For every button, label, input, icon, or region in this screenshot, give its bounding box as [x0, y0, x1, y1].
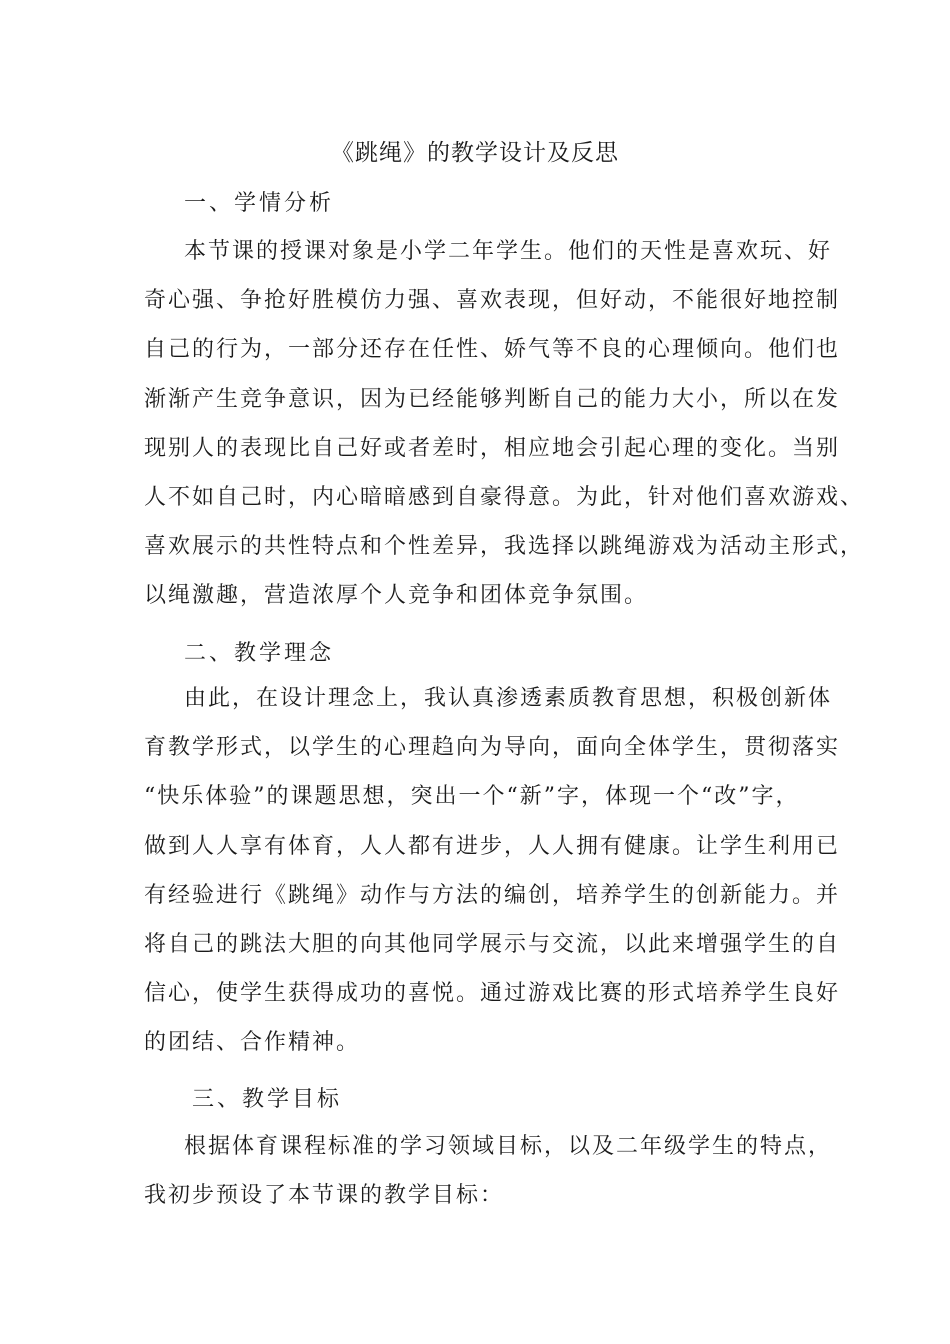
section-heading-2: 二、教学理念: [184, 641, 335, 666]
paragraph-line: “快乐体验”的课题思想，突出一个“新”字，体现一个“改”字，: [144, 784, 800, 810]
paragraph-line: 有经验进行《跳绳》动作与方法的编创，培养学生的创新能力。并: [144, 882, 841, 908]
paragraph-line: 本节课的授课对象是小学二年学生。他们的天性是喜欢玩、好: [184, 239, 833, 264]
section-paragraph-3: [144, 1122, 833, 1220]
paragraph-line: 将自己的跳法大胆的向其他同学展示与交流，以此来增强学生的自: [144, 931, 841, 957]
section-paragraph-1: [144, 227, 865, 621]
paragraph-line: 渐渐产生竞争意识，因为已经能够判断自己的能力大小，所以在发: [144, 386, 841, 412]
document-title: 《跳绳》的教学设计及反思: [331, 140, 619, 166]
paragraph-line: 根据体育课程标准的学习领域目标，以及二年级学生的特点，: [184, 1134, 833, 1159]
paragraph-line: 人不如自己时，内心暗暗感到自豪得意。为此，针对他们喜欢游戏、: [144, 484, 865, 510]
paragraph-line: 育教学形式，以学生的心理趋向为导向，面向全体学生，贯彻落实: [144, 735, 841, 761]
paragraph-line: 信心，使学生获得成功的喜悦。通过游戏比赛的形式培养学生良好: [144, 981, 841, 1007]
paragraph-line: 奇心强、争抢好胜模仿力强、喜欢表现，但好动，不能很好地控制: [144, 288, 841, 314]
paragraph-line: 自己的行为，一部分还存在任性、娇气等不良的心理倾向。他们也: [144, 337, 841, 363]
paragraph-line: 做到人人享有体育，人人都有进步，人人拥有健康。让学生利用已: [144, 833, 841, 859]
paragraph-line: 由此，在设计理念上，我认真渗透素质教育思想，积极创新体: [184, 686, 833, 711]
section-paragraph-2: [144, 674, 841, 1068]
paragraph-line: 以绳激趣，营造浓厚个人竞争和团体竞争氛围。: [144, 583, 649, 609]
paragraph-line: 喜欢展示的共性特点和个性差异，我选择以跳绳游戏为活动主形式，: [144, 534, 865, 560]
paragraph-line: 我初步预设了本节课的教学目标：: [144, 1183, 505, 1209]
section-heading-1: 一、学情分析: [184, 191, 335, 216]
section-heading-3: 三、教学目标: [192, 1087, 343, 1112]
paragraph-line: 的团结、合作精神。: [144, 1030, 361, 1056]
paragraph-line: 现别人的表现比自己好或者差时，相应地会引起心理的变化。当别: [144, 435, 841, 461]
